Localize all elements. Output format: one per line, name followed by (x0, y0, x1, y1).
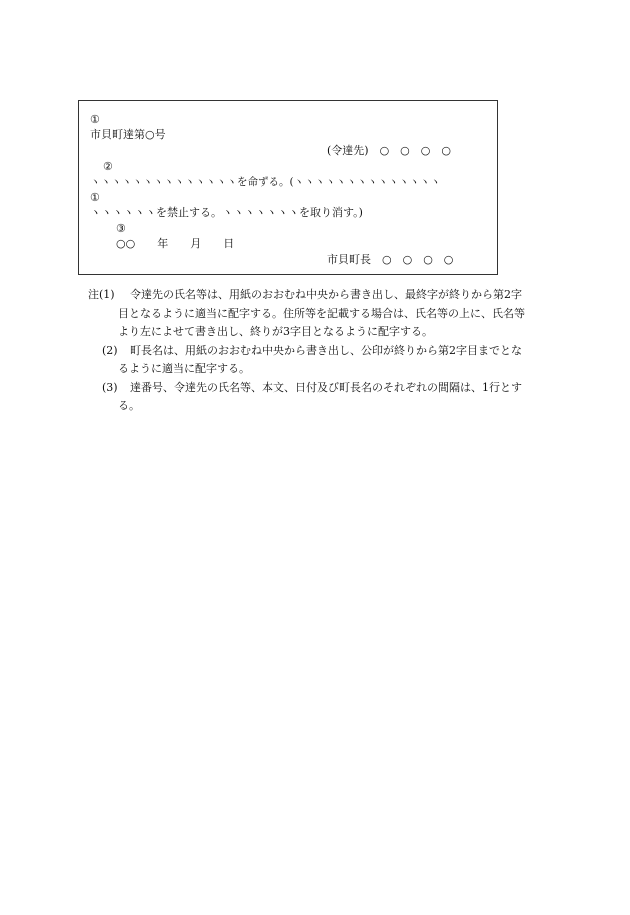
note-2-line-2: るように適当に配字する。 (118, 362, 250, 375)
marker-1: ① (90, 113, 100, 126)
note-3-label: (3) (102, 380, 118, 394)
note-3 (88, 379, 558, 416)
note-3-line-1: 達番号、令達先の氏名等、本文、日付及び町長名のそれぞれの間隔は、1行とす (130, 380, 522, 394)
mayor-name-line: 市貝町長 ○ ○ ○ ○ (327, 253, 454, 266)
note-1-line-2: 目となるように適当に配字する。住所等を記載する場合は、氏名等の上に、氏名等 (118, 306, 525, 320)
note-2-label: (2) (102, 343, 118, 357)
note-2 (88, 342, 558, 379)
form-frame (78, 100, 498, 275)
note-1-line-1: 令達先の氏名等は、用紙のおおむね中央から書き出し、最終字が終りから第2字 (130, 288, 522, 301)
note-2-line-1: 町長名は、用紙のおおむね中央から書き出し、公印が終りから第2字目までとな (130, 343, 522, 357)
note-1-line-3: より左によせて書き出し、終りが3字目となるように配字する。 (118, 325, 433, 338)
marker-3: ③ (116, 222, 126, 235)
body-line-2: ヽヽヽヽヽヽを禁止する。ヽヽヽヽヽヽヽを取り消す。) (90, 206, 363, 219)
issue-date: ○○ 年 月 日 (116, 237, 235, 250)
document-number: 市貝町達第○号 (90, 128, 166, 141)
marker-1b: ① (90, 191, 100, 204)
notes-section (88, 286, 558, 416)
note-3-line-2: る。 (118, 399, 140, 412)
marker-2: ② (103, 160, 113, 173)
note-1-label: 注(1) (88, 288, 115, 301)
body-line-1: ヽヽヽヽヽヽヽヽヽヽヽヽヽヽを命ずる。(ヽヽヽヽヽヽヽヽヽヽヽヽヽヽ (90, 176, 441, 188)
recipient-line: (令達先) ○ ○ ○ ○ (327, 144, 451, 157)
note-1 (88, 286, 558, 342)
